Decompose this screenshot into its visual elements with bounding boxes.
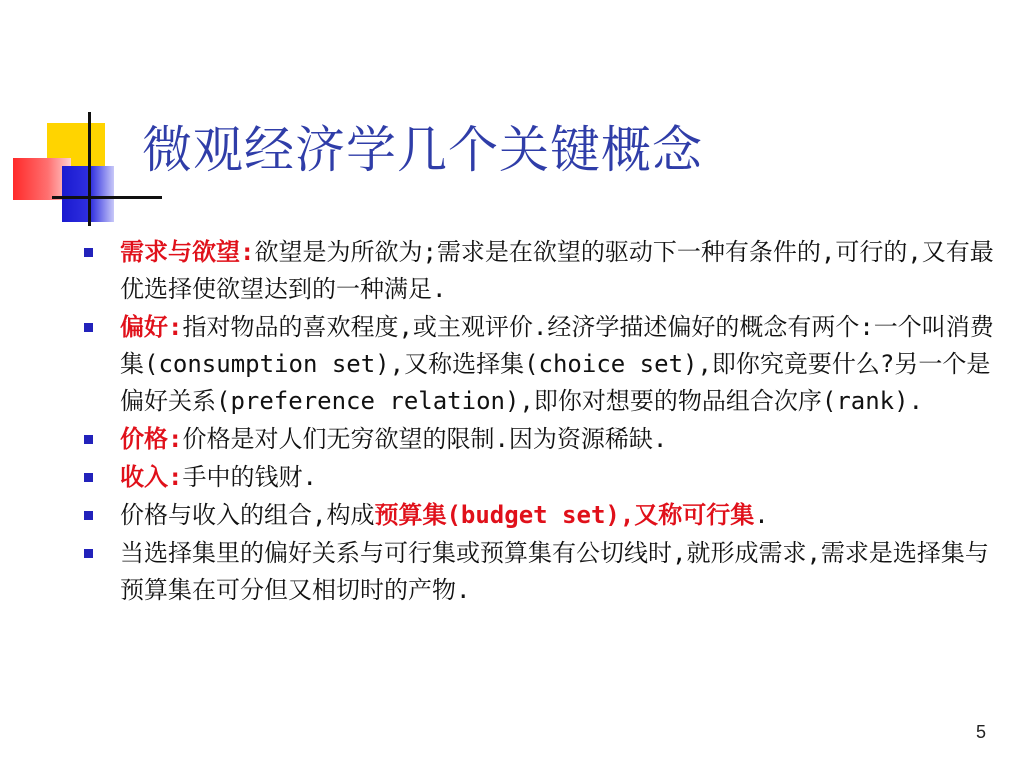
bullet-demand-formation	[84, 535, 999, 609]
term-label: 收入:	[120, 463, 183, 491]
square-bullet-icon	[84, 323, 93, 332]
bullet-text: 指对物品的喜欢程度,或主观评价.经济学描述偏好的概念有两个:一个叫消费集(consumption set),又称选择集(choice set),即你究竟要什么?另一个是偏好关系(preference relation),即你对想要的物品组合次序(rank).	[120, 313, 994, 415]
logo-horizontal-line	[52, 196, 162, 199]
square-bullet-icon	[84, 549, 93, 558]
bullet-text-prefix: 价格与收入的组合,构成	[120, 501, 375, 529]
square-bullet-icon	[84, 511, 93, 520]
bullet-text: 欲望是为所欲为;需求是在欲望的驱动下一种有条件的,可行的,又有最优选择使欲望达到的一种满足.	[120, 238, 994, 303]
logo-vertical-line	[88, 112, 91, 226]
bullet-demand-desire	[84, 234, 999, 308]
bullet-text: 价格是对人们无穷欲望的限制.因为资源稀缺.	[182, 425, 668, 453]
square-bullet-icon	[84, 248, 93, 257]
bullet-list	[84, 234, 999, 610]
square-bullet-icon	[84, 435, 93, 444]
term-label: 价格:	[120, 425, 183, 453]
highlighted-term: 预算集(budget set),又称可行集	[374, 501, 755, 529]
bullet-text-suffix: .	[754, 501, 769, 529]
square-bullet-icon	[84, 473, 93, 482]
term-label: 偏好:	[120, 313, 183, 341]
bullet-income	[84, 459, 999, 496]
term-label: 需求与欲望:	[120, 238, 255, 266]
bullet-preference	[84, 309, 999, 420]
slide-title: 微观经济学几个关键概念	[142, 121, 703, 179]
bullet-budget-set	[84, 497, 999, 534]
bullet-price	[84, 421, 999, 458]
bullet-text: 手中的钱财.	[182, 463, 317, 491]
bullet-text: 当选择集里的偏好关系与可行集或预算集有公切线时,就形成需求,需求是选择集与预算集在可分但又相切时的产物.	[120, 539, 989, 604]
page-number: 5	[976, 722, 987, 742]
decorative-logo-graphic	[0, 0, 160, 240]
